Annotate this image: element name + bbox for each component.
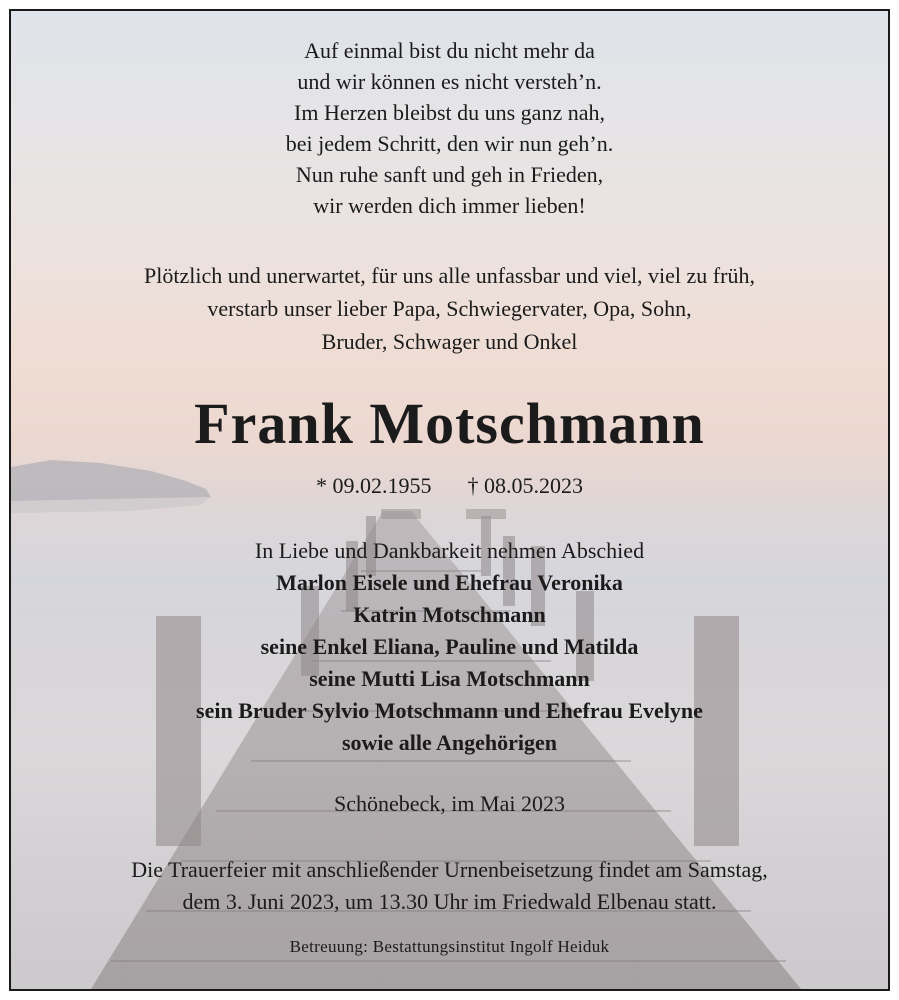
place-and-date: Schönebeck, im Mai 2023 — [334, 791, 565, 816]
death-announcement — [11, 259, 888, 358]
funeral-home-credit: Betreuung: Bestattungsinstitut Ingolf Heiduk — [289, 937, 610, 956]
obituary-frame — [9, 9, 890, 991]
mourner-line: Katrin Motschmann — [353, 602, 546, 627]
death-date: † 08.05.2023 — [467, 473, 583, 498]
mourner-line: seine Enkel Eliana, Pauline und Matilda — [260, 634, 639, 659]
poem-line: bei jedem Schritt, den wir nun geh’n. — [285, 131, 614, 156]
mourner-line: sowie alle Angehörigen — [341, 730, 558, 755]
life-dates — [11, 471, 888, 501]
poem-line: Im Herzen bleibst du uns ganz nah, — [294, 100, 605, 125]
deceased-name: Frank Motschmann — [194, 391, 705, 456]
poem — [11, 35, 888, 221]
announcement-line: Plötzlich und unerwartet, für uns alle unfassbar und viel, viel zu früh, — [144, 263, 755, 288]
farewell-line: In Liebe und Dankbarkeit nehmen Abschied — [254, 538, 645, 563]
ceremony-line: dem 3. Juni 2023, um 13.30 Uhr im Friedwald Elbenau statt. — [182, 889, 717, 914]
poem-line: Nun ruhe sanft und geh in Frieden, — [295, 162, 604, 187]
poem-line: wir werden dich immer lieben! — [313, 193, 586, 218]
obituary-content — [11, 11, 888, 989]
announcement-line: Bruder, Schwager und Onkel — [321, 329, 578, 354]
mourner-line: sein Bruder Sylvio Motschmann und Ehefrau Evelyne — [196, 698, 703, 723]
mourners-list — [11, 567, 888, 759]
birth-date: * 09.02.1955 — [316, 473, 432, 498]
poem-line: Auf einmal bist du nicht mehr da — [304, 38, 595, 63]
announcement-line: verstarb unser lieber Papa, Schwiegervater, Opa, Sohn, — [207, 296, 692, 321]
ceremony-line: Die Trauerfeier mit anschließender Urnenbeisetzung findet am Samstag, — [131, 857, 768, 882]
poem-line: und wir können es nicht versteh’n. — [297, 69, 602, 94]
mourner-line: seine Mutti Lisa Motschmann — [309, 666, 590, 691]
funeral-ceremony-info — [11, 854, 888, 918]
mourner-line: Marlon Eisele und Ehefrau Veronika — [276, 570, 623, 595]
